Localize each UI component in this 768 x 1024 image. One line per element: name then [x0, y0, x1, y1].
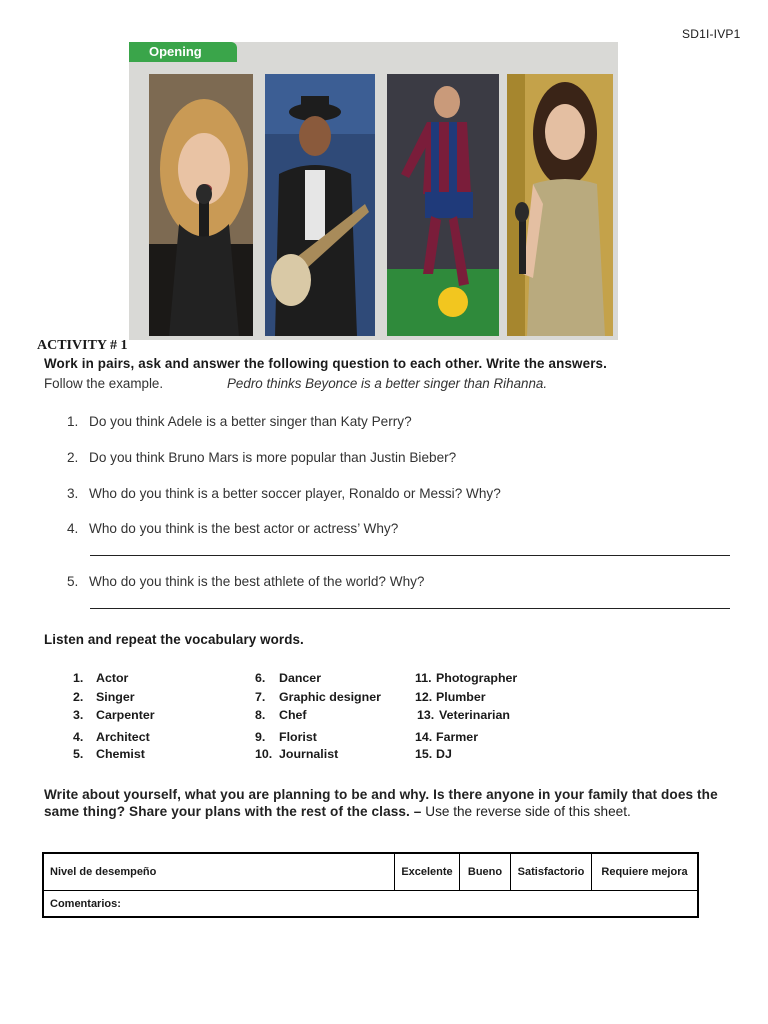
vocab-item: 6. Dancer [255, 671, 322, 685]
example-text: Pedro thinks Beyonce is a better singer than Rihanna. [227, 376, 548, 391]
opening-photo-strip [129, 42, 618, 340]
vocab-item: 5. Chemist [73, 747, 145, 761]
rubric-comments[interactable]: Comentarios: [44, 891, 698, 917]
question-text: Who do you think is a better soccer player, Ronaldo or Messi? Why? [89, 486, 501, 501]
question-text: Who do you think is the best actor or actress’ Why? [89, 521, 399, 536]
vocab-item: 14. Farmer [415, 730, 479, 744]
question-4 [67, 521, 398, 536]
soccer-player-photo [387, 74, 499, 336]
document-code: SD1I-IVP1 [682, 27, 741, 41]
activity-instructions: Work in pairs, ask and answer the following question to each other. Write the answers. [44, 356, 608, 371]
activity-title: ACTIVITY # 1 [37, 338, 128, 353]
rubric-level-bueno[interactable]: Bueno [460, 854, 511, 891]
vocab-item: 2. Singer [73, 690, 135, 704]
rubric-level-requiere-mejora[interactable]: Requiere mejora [592, 854, 698, 891]
vocab-item: 11. Photographer [415, 671, 518, 685]
answer-line-5[interactable] [90, 608, 730, 609]
question-number: 2. [67, 450, 79, 465]
opening-tab: Opening [129, 42, 237, 62]
question-1 [67, 414, 412, 429]
vocab-item: 10. Journalist [255, 747, 339, 761]
vocab-item: 12. Plumber [415, 690, 486, 704]
vocab-item: 7. Graphic designer [255, 690, 381, 704]
singer-photo [149, 74, 253, 336]
rubric-level-satisfactorio[interactable]: Satisfactorio [511, 854, 592, 891]
question-number: 5. [67, 574, 79, 589]
question-text: Do you think Bruno Mars is more popular than Justin Bieber? [89, 450, 457, 465]
question-number: 4. [67, 521, 79, 536]
vocab-item: 3. Carpenter [73, 708, 155, 722]
rubric-level-excelente[interactable]: Excelente [395, 854, 460, 891]
vocab-item: 9. Florist [255, 730, 317, 744]
question-text: Do you think Adele is a better singer than Katy Perry? [89, 414, 412, 429]
question-5 [67, 574, 425, 589]
question-3 [67, 486, 501, 501]
vocab-item: 1. Actor [73, 671, 129, 685]
vocab-item: 13. Veterinarian [417, 708, 510, 722]
vocab-item: 4. Architect [73, 730, 150, 744]
question-number: 3. [67, 486, 79, 501]
example-label: Follow the example. [44, 376, 164, 391]
question-text: Who do you think is the best athlete of the world? Why? [89, 574, 425, 589]
writing-prompt-note: Use the reverse side of this sheet. [421, 804, 631, 819]
rubric-table [42, 852, 699, 918]
guitarist-photo [265, 74, 375, 336]
vocab-item: 15. DJ [415, 747, 452, 761]
question-2 [67, 450, 456, 465]
vocab-item: 8. Chef [255, 708, 307, 722]
question-number: 1. [67, 414, 79, 429]
writing-prompt-bold: Write about yourself, what you are planning to be and why. Is there anyone in your family that does the same thing? Share your plans with the rest of the class. – [44, 787, 718, 819]
rubric-criterion: Nivel de desempeño [44, 854, 395, 891]
vocabulary-title: Listen and repeat the vocabulary words. [44, 632, 304, 647]
answer-line-4[interactable] [90, 555, 730, 556]
actress-photo [507, 74, 613, 336]
writing-prompt [44, 786, 724, 820]
